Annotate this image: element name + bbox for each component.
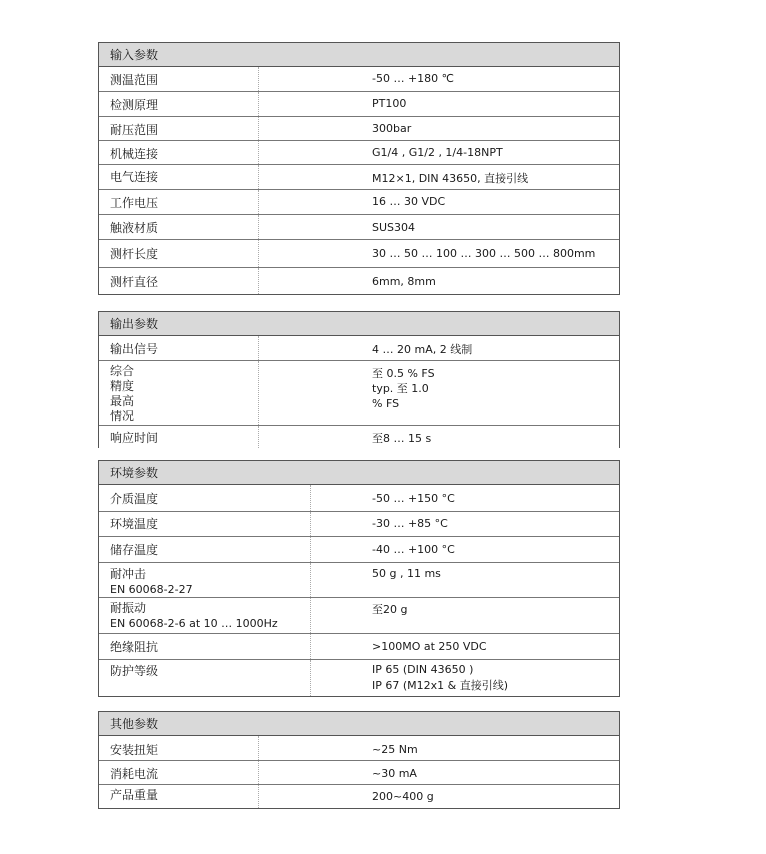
- row-value: SUS304: [372, 221, 416, 234]
- row-value: ~30 mA: [372, 767, 417, 780]
- value-line: IP 65 (DIN 43650 ): [372, 663, 474, 676]
- row-value: M12×1, DIN 43650, 直接引线: [372, 172, 529, 185]
- row-label: 触液材质: [110, 221, 159, 235]
- row-value: 4 … 20 mA, 2 线制: [372, 343, 473, 356]
- row-value: ~25 Nm: [372, 743, 418, 756]
- row-label: 响应时间: [110, 431, 159, 445]
- row-label: 介质温度: [110, 492, 159, 506]
- row-label: 机械连接: [110, 147, 159, 161]
- row-value: -50 … +180 ℃: [372, 72, 455, 85]
- value-line: typ. 至 1.0: [372, 382, 429, 395]
- other-params-header: 其他参数: [99, 712, 619, 736]
- table-row: [99, 634, 619, 660]
- value-line: 至 0.5 % FS: [372, 367, 435, 380]
- row-label: 耐压范围: [110, 123, 159, 137]
- row-label: 电气连接: [110, 170, 159, 184]
- table-row: [99, 190, 619, 215]
- row-label: 耐振动: [110, 601, 147, 615]
- value-line: % FS: [372, 397, 400, 410]
- row-label: 工作电压: [110, 196, 159, 210]
- row-label: 测杆直径: [110, 275, 159, 289]
- row-value: >100MO at 250 VDC: [372, 640, 487, 653]
- table-row: [99, 785, 619, 808]
- env-params-section: [98, 460, 620, 697]
- table-row: [99, 240, 619, 268]
- table-row: [99, 485, 619, 512]
- row-value: 300bar: [372, 122, 412, 135]
- row-value: 6mm, 8mm: [372, 275, 436, 288]
- row-label: 绝缘阻抗: [110, 640, 159, 654]
- output-params-section: [98, 311, 620, 448]
- row-label: 安装扭矩: [110, 743, 159, 757]
- value-line: IP 67 (M12x1 & 直接引线): [372, 679, 509, 692]
- table-row: [99, 736, 619, 761]
- row-value: 30 … 50 … 100 … 300 … 500 … 800mm: [372, 247, 596, 260]
- table-row: [99, 563, 619, 598]
- row-value: [372, 662, 508, 694]
- table-row: [99, 141, 619, 165]
- table-row: [99, 537, 619, 563]
- row-label: 输出信号: [110, 342, 159, 356]
- table-row: [99, 165, 619, 190]
- row-label: 测温范围: [110, 73, 159, 87]
- label-line: 最高: [110, 394, 135, 408]
- row-value: 16 … 30 VDC: [372, 195, 446, 208]
- row-value: [372, 366, 435, 411]
- row-label: [110, 364, 134, 424]
- row-label: 耐冲击: [110, 567, 147, 581]
- row-value: 200~400 g: [372, 790, 434, 803]
- row-value: -40 … +100 °C: [372, 543, 455, 556]
- input-params-header: 输入参数: [99, 43, 619, 67]
- table-row: [99, 92, 619, 117]
- table-row: [99, 67, 619, 92]
- row-label: 产品重量: [110, 788, 159, 802]
- table-row: [99, 215, 619, 240]
- row-sublabel: EN 60068-2-6 at 10 … 1000Hz: [110, 617, 278, 630]
- label-line: 综合: [110, 364, 135, 378]
- row-value: G1/4 , G1/2 , 1/4-18NPT: [372, 146, 503, 159]
- table-row: [99, 117, 619, 141]
- output-params-header: 输出参数: [99, 312, 619, 336]
- row-label: 环境温度: [110, 517, 159, 531]
- table-row: [99, 660, 619, 696]
- row-label: 测杆长度: [110, 247, 159, 261]
- other-params-section: [98, 711, 620, 809]
- table-row: [99, 426, 619, 448]
- env-params-header: 环境参数: [99, 461, 619, 485]
- table-row: [99, 336, 619, 361]
- row-label: 消耗电流: [110, 767, 159, 781]
- row-label: 储存温度: [110, 543, 159, 557]
- label-line: 情况: [110, 409, 135, 423]
- row-value: 至20 g: [372, 603, 408, 616]
- table-row: [99, 761, 619, 785]
- row-label: 检测原理: [110, 98, 159, 112]
- table-row: [99, 268, 619, 294]
- row-value: -50 … +150 °C: [372, 492, 455, 505]
- table-row: [99, 598, 619, 634]
- row-value: 至8 … 15 s: [372, 432, 432, 445]
- row-label: 防护等级: [110, 664, 159, 678]
- table-row: [99, 361, 619, 426]
- row-value: PT100: [372, 97, 407, 110]
- row-value: 50 g , 11 ms: [372, 567, 441, 580]
- label-line: 精度: [110, 379, 135, 393]
- row-value: -30 … +85 °C: [372, 517, 448, 530]
- table-row: [99, 512, 619, 537]
- row-sublabel: EN 60068-2-27: [110, 583, 193, 596]
- input-params-section: [98, 42, 620, 295]
